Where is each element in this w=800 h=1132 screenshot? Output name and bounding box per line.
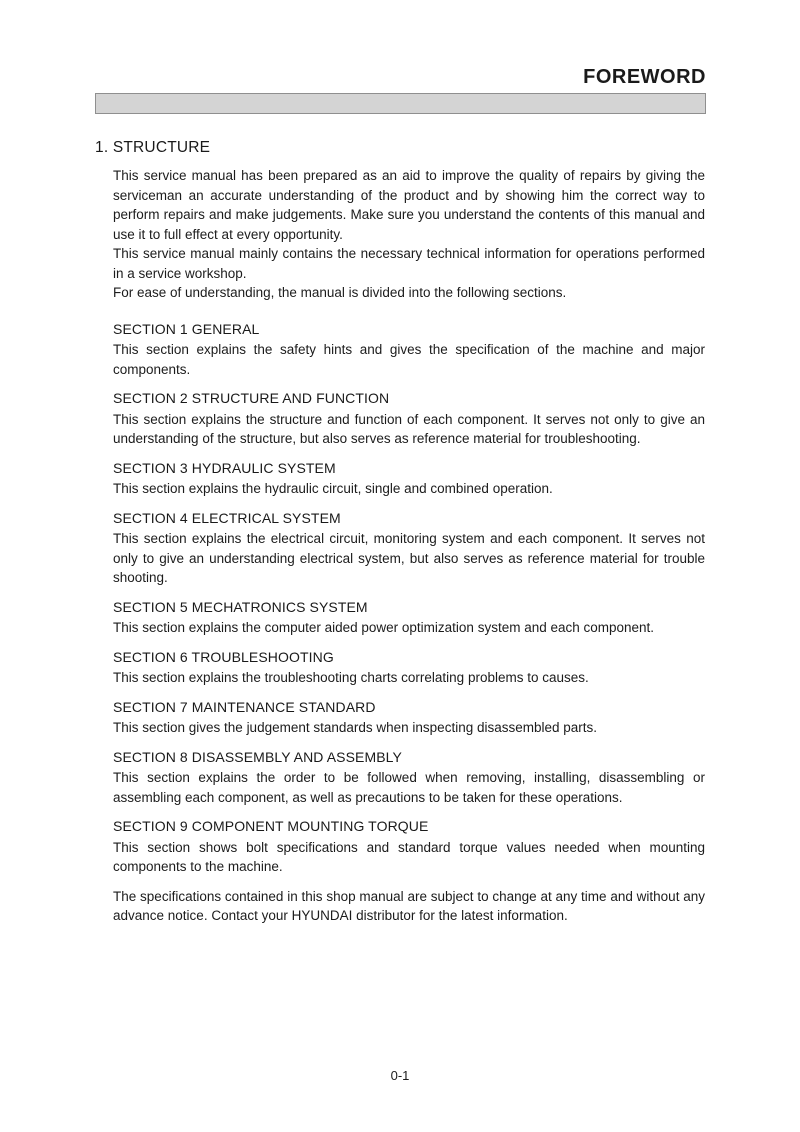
- section-title-8: SECTION 8 DISASSEMBLY AND ASSEMBLY: [113, 748, 402, 765]
- intro-paragraph-1: This service manual has been prepared as an aid to improve the quality of repairs by giving the serviceman an accurate understanding of the product and by showing him the correct way to perform repairs and make judgements. Make sure you understand the contents of this manual and use it to full effect at every opportunity.: [113, 168, 705, 242]
- section-body-1: This section explains the safety hints and gives the specification of the machine and major components.: [113, 342, 705, 377]
- section-body-3: This section explains the hydraulic circuit, single and combined operation.: [113, 481, 553, 496]
- section-block-2: [113, 389, 705, 449]
- section-body-5: This section explains the computer aided power optimization system and each component.: [113, 620, 655, 635]
- section-body-4: This section explains the electrical circuit, monitoring system and each component. It serves not only to give an understanding electrical system, but also serves as reference material for trouble shooting.: [113, 531, 705, 585]
- structure-heading: 1. STRUCTURE: [95, 139, 211, 156]
- page-title: FOREWORD: [583, 66, 706, 88]
- section-title-6: SECTION 6 TROUBLESHOOTING: [113, 648, 334, 665]
- section-title-7: SECTION 7 MAINTENANCE STANDARD: [113, 698, 376, 715]
- section-body-6: This section explains the troubleshooting charts correlating problems to causes.: [113, 670, 589, 685]
- section-body-2: This section explains the structure and function of each component. It serves not only to give an understanding of the structure, but also serves as reference material for troubleshooting.: [113, 411, 705, 446]
- closing-paragraph: The specifications contained in this shop manual are subject to change at any time and without any advance notice. Contact your HYUNDAI distributor for the latest information.: [113, 888, 705, 923]
- intro-paragraph-2: This service manual mainly contains the necessary technical information for operations performed in a service workshop.: [113, 246, 705, 281]
- section-block-5: [113, 598, 705, 638]
- section-block-3: [113, 459, 705, 499]
- title-underline-bar: [95, 93, 706, 114]
- section-block-4: [113, 509, 705, 588]
- section-body-8: This section explains the order to be followed when removing, installing, disassembling or assembling each component, as well as precautions to be taken for these operations.: [113, 770, 705, 805]
- section-title-2: SECTION 2 STRUCTURE AND FUNCTION: [113, 390, 390, 406]
- section-body-7: This section gives the judgement standards when inspecting disassembled parts.: [113, 720, 598, 735]
- section-title-9: SECTION 9 COMPONENT MOUNTING TORQUE: [113, 818, 429, 834]
- page-content: [95, 139, 706, 926]
- section-title-4: SECTION 4 ELECTRICAL SYSTEM: [113, 509, 341, 526]
- section-title-5: SECTION 5 MECHATRONICS SYSTEM: [113, 598, 368, 615]
- page-footer: [0, 1068, 800, 1083]
- section-block-7: [113, 698, 705, 738]
- page-number: 0-1: [390, 1068, 410, 1083]
- section-block-6: [113, 648, 705, 688]
- section-title-3: SECTION 3 HYDRAULIC SYSTEM: [113, 459, 336, 476]
- section-block-8: [113, 748, 705, 808]
- section-block-9: [113, 817, 705, 877]
- body-column: [113, 166, 705, 926]
- intro-paragraph-3: For ease of understanding, the manual is divided into the following sections.: [113, 285, 567, 300]
- section-body-9: This section shows bolt specifications and standard torque values needed when mounting components to the machine.: [113, 839, 705, 874]
- section-title-1: SECTION 1 GENERAL: [113, 320, 260, 337]
- section-block-1: [113, 320, 705, 380]
